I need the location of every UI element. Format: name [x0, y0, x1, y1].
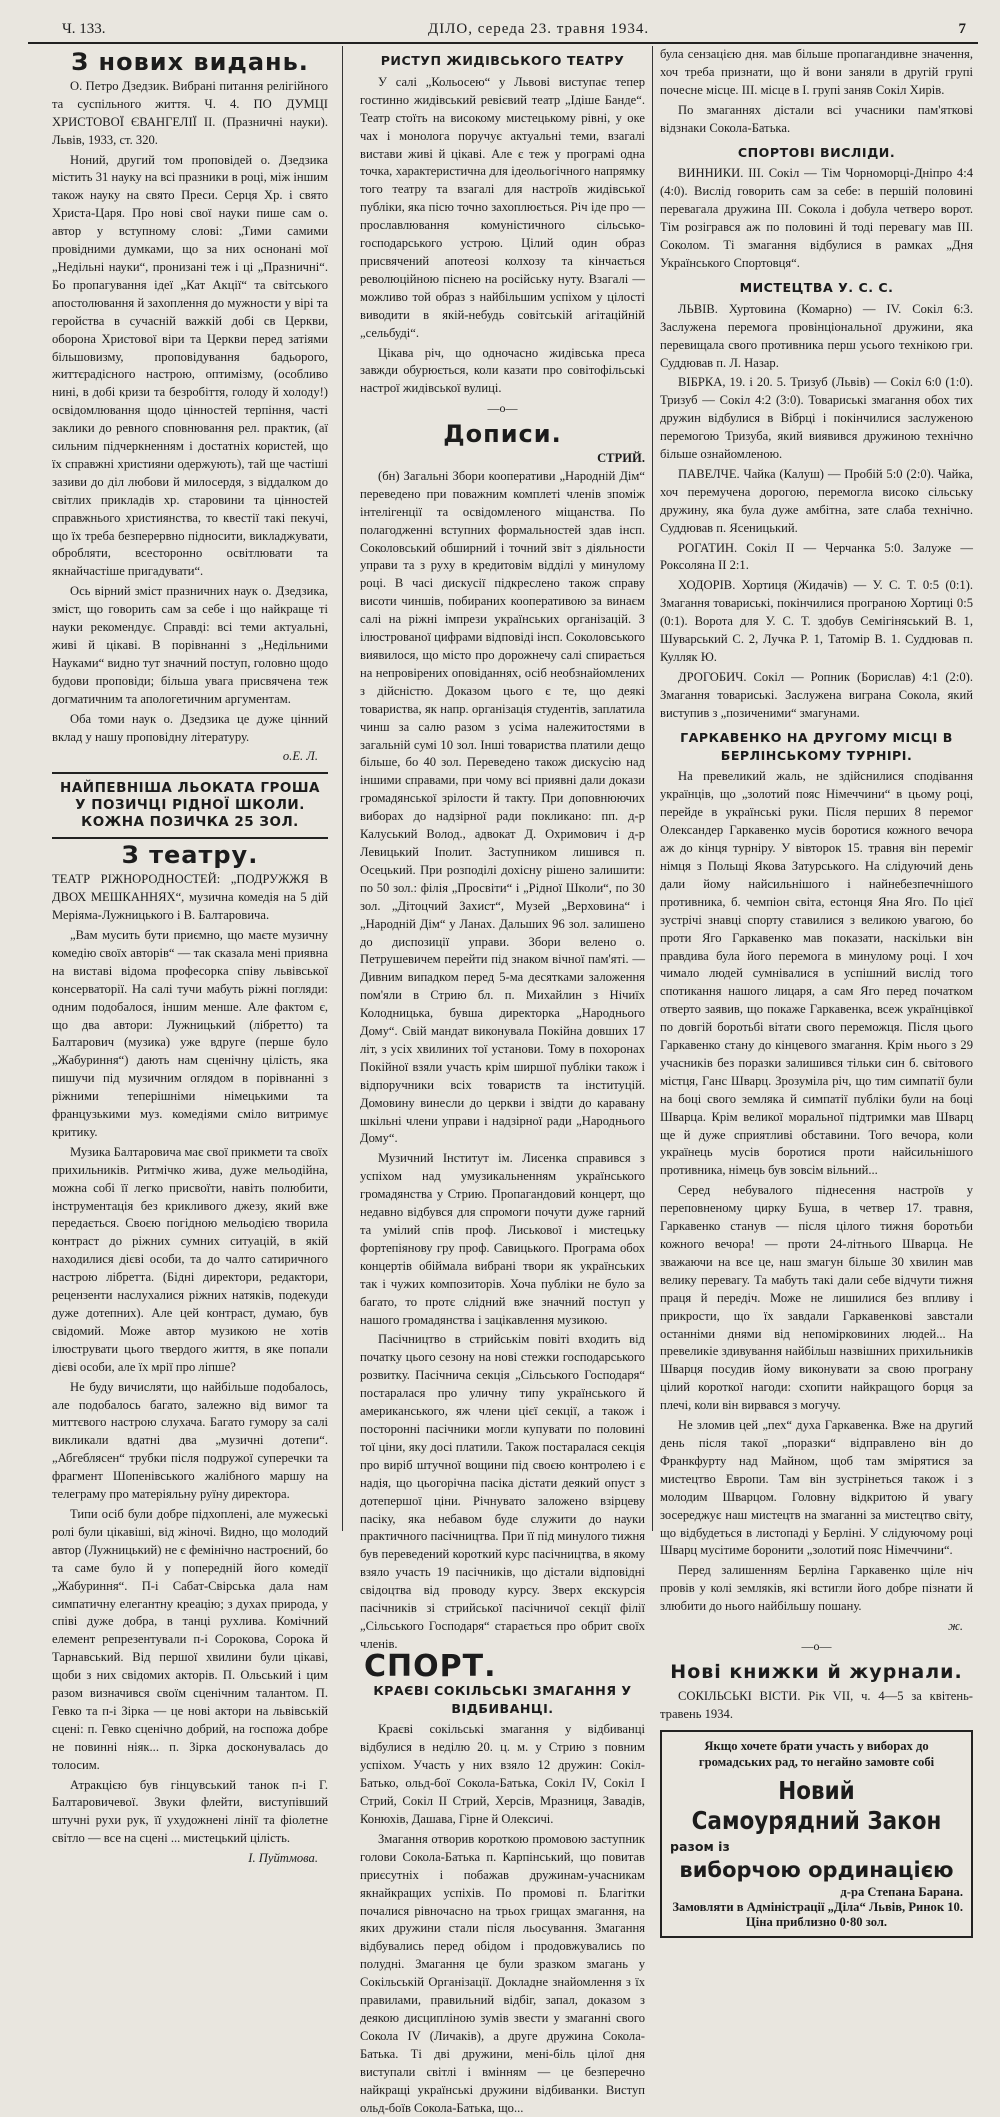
match-result: ДРОГОБИЧ. Сокіл — Ропник (Борислав) 4:1 (2:0). Змагання товариські. Заслужена виграна Сокола, який виступив з „позиченими“ змагунами.	[660, 669, 973, 720]
issue-number: Ч. 133.	[62, 21, 106, 37]
ad-together-with: разом із	[670, 1838, 730, 1854]
garkavenko-paragraph: Перед залишенням Берліна Гаркавенко щіле ніч провів у колі земляків, які встигли його добре пізнати й злюбити до нього найбільшу пошану.	[660, 1563, 973, 1614]
section-heading-new-books: З нових видань.	[71, 48, 309, 76]
ad-order-info: Замовляти в Адміністрації „Діла“ Львів, Ринок 10.	[672, 1900, 963, 1915]
section-heading-new-books-journals: Нові книжки й журнали.	[670, 1660, 963, 1683]
column-3	[660, 46, 973, 1930]
column-divider	[652, 46, 653, 1531]
match-result: ВИННИКИ. III. Сокіл — Тім Чорноморці-Дніпро 4:4 (4:0). Вислід говорить сам за себе: в першій половині перевагала дружина III. Сокола і добула четверо ворот. Тім розігрався аж по половині й тоді перевагу мав III. Соколом. Ті змагання відбулися в рамках „Дня Українського Спортовця“.	[660, 166, 973, 270]
books-entry: СОКІЛЬСЬКІ ВІСТИ. Рік VII, ч. 4—5 за квітень-травень 1934.	[660, 1688, 973, 1721]
correspondence-paragraph: Музичний Інститут ім. Лисенка справився з успіхом над умузикальненням українського громадянства у Стрию. Пропагандовий концерт, що недавно відбувся для спромоги почути дуже гарний та умілий спів проф. Лиськової і мистецьку фортепіянову гру проф. Савицького. Програма обох концертів обіймала вибрані твори як українських так і чужих композиторів. Хоча публіки не було за багато, то протє слідний вже значний поступ у нашого громадянства і зацікавлення музикою.	[360, 1151, 645, 1327]
theatre-review-title: ТЕАТР РІЖНОРОДНОСТЕЙ: „ПОДРУЖЖЯ В ДВОХ МЕШКАННЯХ“, музична комедія на 5 дій Меріяма-Лужницького і В. Балтаровича.	[52, 872, 328, 923]
sport-paragraph: Змагання отворив короткою промовою заступник голови Сокола-Батька п. Карпінський, що повитав приєсутніх і побажав дружинам-учасникам якнайкращих успіхів. По промові п. Благітки почалися рівночасно на трьох грищах змагання, на яких дружини стали після льосування. Змагання відбувались перед обідом і продовжувались по полудні. Змагання це були зразком змагань у Сокільській Організації. Докладне знайомлення з їх правилами, правильний відбіг, запал, доказом з деякою дисципліною зумів звести у змаганні свого Сокола IV (Личаків), а друге дружина Сокола-Батька. Ті дві дружини, мені-біль цілої дня виступали світлі і вмінням — це безперечно найкращі українські дружини відбиванки. Виступ ольд-боїв Сокола-Батька, що...	[360, 1831, 645, 2115]
correspondence-paragraph: Пасічництво в стрийськім повіті входить від початку цього сезону на нові стежки господарського розвитку. Пасічнича секція „Сільського Господаря“ постаралася про уличну типу українського й американського, яж члени цієї секції, а також і посторонні пасічники могли купувати по половині тої ціни, яку досі платили. Також постаралася секція про виріб штучної вощини під своєю контролею і є надія, що цьогорічна пасіка дістати деякий опуст з дотепершої ціни. Річнувато заложено взірцеву пасіку, яка небавом буде служити до науки практичного пасічництва. При її під минулого тижня був переведений короткий курс пасічництва, в якому взяло участь 19 пасічників, що дістали відповідні свідоцтва від проводу курсу. Зверх екскурсія пасічників зі стрийської пасічничої секції філії „Сільського Господаря“ старається про обрит своїх членів.	[360, 1332, 645, 1651]
school-loan-banner: НАЙПЕВНІША ЛЬОКАТА ГРОША У ПОЗИЧЦІ РІДНОЇ ШКОЛИ. КОЖНА ПОЗИЧКА 25 ЗОЛ.	[60, 780, 320, 831]
sport-continuation: була сензацією дня. мав більше пропагандивне значення, хоч треба признати, що й вони заняли в другій групі почесне місце. III. місце в I. групі заняв Сокіл Хирів.	[660, 47, 973, 97]
section-separator-ornament: —o—	[801, 1638, 832, 1653]
garkavenko-signature: ж.	[948, 1619, 963, 1634]
jewish-theatre-paragraph: У салі „Кольосею“ у Львові виступає тепер гостинно жидівський ревієвий театр „Ідіше Банде“. Театр стоїть на високому мистецькому рівні, у оке чах і монолога поручує актуальні теми, взагалі вистави живі й цікаві. Але є теж у програмі одна точка, характеристична для ідеольогічного напрямку того театру та взагалі для настроїв жидівської публіки, яка пісю точно захоплюється. Річ іде про — прославлювання комуністичного сільсько-господарського устрою. Цілий один образ присвячений апотеозі колхозу та кінчається революційною піснею на російську нуту. Взагалі — можливо той образ з найбільшим успіхом у цілості виводити в якій-небудь совітській агітаційній „сельбуді“.	[360, 74, 645, 340]
dateline-place: СТРИЙ.	[597, 451, 645, 466]
page-header	[28, 18, 978, 40]
jewish-theatre-heading: РИСТУП ЖИДІВСЬКОГО ТЕАТРУ	[380, 53, 625, 68]
divider	[52, 837, 328, 839]
match-result: ВІБРКА, 19. і 20. 5. Тризуб (Львів) — Сокіл 6:0 (1:0). Тризуб — Сокіл 4:2 (3:0). Товариські змагання обох тих дружин відбулися в Вібрці і покінчилися заслуженою перемогою Тризуба, який виявився дружиною технічно більше ознайомленою.	[660, 375, 973, 462]
sport-subheading: КРАЄВІ СОКІЛЬСЬКІ ЗМАГАННЯ У ВІДБИВАНЦІ.	[373, 1682, 632, 1716]
masthead-dateline: ДІЛО, середа 23. травня 1934.	[428, 21, 650, 37]
sport-paragraph: По змаганнях дістали всі учасники пам'яткові відзнаки Сокола-Батька.	[660, 102, 973, 135]
theatre-paragraph: Типи осіб були добре підхоплені, але мужеські ролі були цікавіші, від жіночі. Видно, що молодий автор (Лужницький) не є фемінічно настроєний, бо та саме було й у попередній його комедії „Жабуриння“. П-і Сабат-Свірська дала нам симпатичну елегантну креацію; з духах природа, у співі дуже добра, в танці рухлива. Комічний елемент репрезентували п-і Сорокова, Сорока й Тарнавський. Від першої хвилини були цікаві, щоби з них свідомих акторів. П. Ольський і цим разом визначився своїм сценічним талантом. П. Гевко та п-і Зірка — це нові актори на львівській сцені: п. Гевко сценічно добрий, на госпожа добре не повинні ніяк... п. Зірка досконувалась до толосим.	[52, 1506, 328, 1772]
section-heading-correspondence: Дописи.	[443, 420, 562, 449]
match-result: ПАВЕЛЧЕ. Чайка (Калуш) — Пробій 5:0 (2:0). Чайка, хоч перемучена дорогою, перемогла високо сільську дружину, яка була дуже амбітна, зате слаба технічно. Суддював п. Ясеницький.	[660, 466, 973, 535]
review-paragraph: Оба томи наук о. Дзедзика це дуже цінний вклад у нашу проповідну літературу.	[52, 711, 328, 744]
ad-title: Новий Самоурядний Закон	[691, 1775, 942, 1835]
sport-results-heading: СПОРТОВІ ВИСЛІДИ.	[737, 144, 896, 160]
theatre-signature: І. Пуйтмова.	[248, 1851, 318, 1866]
column-divider	[342, 46, 343, 1531]
review-paragraph: Ось вірний зміст празничних наук о. Дзедзика, зміст, що говорить сам за себе і що найкраще ті науки рекомендує. Справді: всі теми актуальні, живі й цікаві. В порівнанні з „Недільними Науками“ видно тут значний поступ, головно щодо будови проповіди; більша увага присвячена теж догматичним та апологетичним аргументам.	[52, 584, 328, 706]
ad-intro: Якщо хочете брати участь у виборах до громадських рад, то негайно замовте собі	[698, 1738, 935, 1769]
sport-paragraph: Краєві сокільські змагання у відбиванці відбулися в неділю 20. ц. м. у Стрию з повним успіхом. Участь у них взяло 12 дружин: Сокіл-Батько, ольд-бої Сокола-Батька, Сокіл IV, Сокіл I Стрий, Сокіл II Стрий, Херсів, Мразниця, Завадів, Конюхів, Дашава, Гірне й Олексичі.	[360, 1722, 645, 1826]
ad-subtitle: виборчою ординацією	[679, 1858, 954, 1883]
theatre-paragraph: „Вам мусить бути приємно, що маєте музичну комедію своїх авторів“ — так сказала мені приявна на виставі відома професорка співу львівської консерваторії. На салі тучи мабуть ріжні погляди: одним подобалося, іншим менше. Але фактом є, що два автори: Лужницький (лібретто) та Балтарович (музика) уже вдруге (перше було „Жабуриння“) дають нам сценічну цілість, яка пишучи під музичним оглядом в порівнанні з ріжними теперішніми німецькими та французькими муз. комедіями сміло витримує критику.	[52, 927, 328, 1139]
match-result: ХОДОРІВ. Хортиця (Жидачів) — У. С. Т. 0:5 (0:1). Змагання товариські, покінчилися програною Хортиці 0:5 (0:1). Ворота для У. С. Т. здобув Семігіняський В. 1, Шуварський С. 2, Лучка Р. 1, Татомір В. 1. Суддював п. Кулляк Ю.	[660, 578, 973, 664]
garkavenko-paragraph: Серед небувалого піднесення настроїв у переповненому цирку Буша, в четвер 17. травня, Гаркавенко станув — після цілого тижня боротьби кожного вечора! — проти 24-літнього Шварца. Не зважаючи на все це, наш змагун більше 30 хвилин мав велику перевагу. Та мабуть такі дали себе відчути тижня праця й передіч. Може не лишилися без впливу і прикрости, що їх завдали Гаркавенкові завстали останніми днями від непомірковиних людей... На превеликіе здивування найбільш назвішних прихильників Шварця посудив йому виконувати за свою програну цілий короткої нагоди: схопити найкращого борця за плечі, коли він вирвався з могучу.	[660, 1183, 973, 1413]
column-2	[360, 46, 645, 2115]
section-heading-sport: СПОРТ.	[364, 1648, 497, 1684]
correspondence-paragraph: (бн) Загальні Збори кооперативи „Народній Дім“ переведено при поважним комплеті членів зпоміж інтелігенції та освідомленого міщанства. По полагодженні вступних формальностей здав інсп. Соколовський обширний і точний звіт з діяльности управи та з руху в кредитовім відділі у минулому році. В часі дискусії підкреслено також справу висоти чиншів, побираних кооперативою за винаєм салі на ріжні імпрези українських організацій. З ілюстрованої цифрами відповіді інсп. Соколовського виявилося, що місто про дорожнечу салі спирається на непровірених оповіданнях, осіб необзнайомлених з дійсністю. Доказом цього є те, що деякі товариства, як напр. організація студентів, заплатила чинш за салю разом з усіма належитостями в загальній сумі 10 зол. Інші товариства платили дещо більше, бо 40 зол. Переведено також дискусію над іншими справами, при чому всі приявні дали докази громадянської зрілости й такту. При доповнюючих виборах до надзірної ради покликано: пп. д-р Калуський Волод., адвокат Д. Охримович і д-р Левицький Іполит. Заступником лишився п. Осецький. При розподілі дохісну рішено залишити: по 50 зол.: філія „Просвіти“ і „Рідної Школи“, по 30 зол. „Дітоцчий Захист“, Музей „Верховина“ і „Народній Дім“ у Ланах. Дальших 96 зол. залишено до диспозиції управи. Збори велено о. Петрушевичем перейти під знаком вічної пам'яті. — Дивним випадком перед 5-ма десятками заложення пом'яли в Стрию бл. п. Михайлин з Нічиїх Колодницька, бувша директорка „Народнього Дому“. Свій мандат виконувала Покійна довших 17 літ, з усіх хвилиних тої установи. Тому в похоронах Покійної взяли участь крім ширшої публіки також і відпоручники всіх товариств та інституцій. Домовину винесли до церкви і звідти до каравану шкільні члени управи і надзірної ради „Народнього Дому“.	[360, 468, 645, 1146]
section-heading-theatre: З театру.	[121, 841, 259, 870]
page-number: 7	[958, 21, 966, 37]
review-signature: о.Е. Л.	[282, 749, 318, 764]
theatre-paragraph: Не буду вичисляти, що найбільше подобалось, але подобалось багато, залежно від вимог та миттєвого настрою слухача. Багато гумору за салі викликали вдатні два „музичні дотепи“. „Абгеблясен“ трубки після подружої суперечки та фрагмент Шопенівського жалібного маршу на телеграму про матеріяльну руїну директора.	[52, 1379, 328, 1502]
divider	[52, 772, 328, 774]
theatre-paragraph: Атракцією був гінцувський танок п-і Г. Балтаровичевої. Звуки флейти, виступівший штучні рухи рук, її ухудожнені лінії та фіолетне світло — все на сцені ... мистецький цілість.	[52, 1777, 328, 1846]
column-1	[52, 46, 328, 1866]
match-result: РОГАТИН. Сокіл II — Черчанка 5:0. Залуже — Роксоляна II 2:1.	[660, 540, 973, 573]
ad-price: Ціна приблизно 0·80 зол.	[745, 1915, 888, 1930]
review-paragraph: Ноний, другий том проповідей о. Дзедзика містить 31 науку на всі празники в році, між іншим також науку на свято Преси. Серця Хр. і свято Христа-Царя. Про нові свої науки пише сам о. автор у вступному слові: „Тими самими провідними думками, що за них оснонані мої „Недільні науки“, пронизані теж і ці „Празничні“. Бо пропагування ідеї „Кат Акції“ та світського апостолювання й захоплення до мужности у вірі та геройства в сучасній важкій добі св Церкви, оборона Христової віри та Церкви перед затіями більшовизму, проповідування бадьорого, життєрадісного настрою, оптимізму, (особливо нині, в добі кризи та безробіття, голоду й холоду!) освідомлювання щодо цінностей терпіння, часті заклики до ревного сповнювання рел. практик, (аї сильним підчеркненням і достатніх користей, що їх справжні християни одержують), тай ще частіші зазиви до діл любови й милосердя, з віддалком до світлих прикладів хр. старовини та цінностей справжнього християнства, то квестії такі пекучі, що їх треба безперервно підносити, викладжувати, обробляти, всесторонно освітлювати та якнайчастіше пригадувати“.	[52, 152, 328, 579]
match-result: ЛЬВІВ. Хуртовина (Комарно) — IV. Сокіл 6:3. Заслужена перемога провінціональної дружини, яка перевищала свого противника перш усього технікою гри. Суддював п. Л. Назар.	[660, 301, 973, 370]
jewish-theatre-paragraph: Цікава річ, що одночасно жидівська преса завжди обурюється, коли казати про совітофільські настрої жидівської вулиці.	[360, 345, 645, 396]
usc-championship-heading: МИСТЕЦТВА У. С. С.	[739, 279, 894, 295]
header-rule	[28, 42, 978, 44]
ad-author: д-ра Степана Барана.	[840, 1885, 963, 1900]
garkavenko-paragraph: Не зломив цей „пех“ духа Гаркавенка. Вже на другий день після такої „поразки“ відправлено він до Франкфурту над Майном, щоб там змірятися за мистецтво Европи. Там він зустрінеться також і з молодим Шварцом. Головну відкритою й увагу зосереджує наш мистецтв на змаганні за мистецтво світу, що відбудеться в листопаді у Берліні. У слідуючому році Шварц мусітиме боронити „золотий пояс Німеччини“.	[660, 1418, 973, 1558]
garkavenko-heading: ГАРКАВЕНКО НА ДРУГОМУ МІСЦІ В БЕРЛІНСЬКОМУ ТУРНІРІ.	[680, 729, 953, 763]
theatre-paragraph: Музика Балтаровича має свої прикмети та своїх прихильників. Ритмічко жива, дуже мельодійна, можна собі її легко присвоїти, навіть полюбити, інструментація без крикливого джезу, який вже передається. Своєю погідною мельодією творила контраст до ріжних сумних ситуацій, в якій находилися дієві особи, та до чалто сатиричного настрою лібретта. (Бідні директори, редактори, рецензенти наслухалися ріжних натяків, подекуди дуже дотепних). Але цей контраст, думаю, був свідомий. Може автор музикою не хотів ілюструвати цього твердого життя, в яке попали дієві особи, але їх мрії про ліпше?	[52, 1144, 328, 1374]
advertisement-box	[660, 1730, 973, 1939]
review-citation: О. Петро Дзедзик. Вибрані питання релігійного та суспільного життя. Ч. 4. ПО ДУМЦІ ХРИСТОВОЇ ЄВАНГЕЛІЇ II. (Празничні науки). Львів, 1933, ст. 320.	[52, 78, 328, 147]
garkavenko-paragraph: На превеликий жаль, не здійснилися сподівання українців, що „золотий пояс Німеччини“ в цьому році, перейде в українські руки. Після перших 8 перемог Олександер Гаркавенко мусів боротися кожного вечора аж до кінця турніру. У вівторок 15. травня він переміг німця з Польщі Якова Затурського. На слідуючий день дали йому найсильнішого і найнебезпечнішого противника, б. чемпіон світа, естонця Яна Яго. По цієї зустрічі знавці спорту ставилися з великою увагою, бо проти Яго Гаркавенко мав показати, наскільки він правдива була його перемога в минулому році. І хоч чимало людей сумнівалися в успішний вислід того спотикання нашого лицаря, а сам Яго перед початком отверто заявив, що покаже Гаркавенка, всеж українцівкої по довгій боротьбі вітати свого переможця. Після цього Гаркавенко стану до кінцевого змагання. Крім нього з 29 учасників без поразки залишився тільки син б. світового містця, Ганс Шварц. Зрозуміла річ, що тим симпатії були на боці свого земляка й симпатії публіки були на боці Шварца. Крім великої моральної підтримки мав Шварц ще й дуже сприятливі обставини. Того вечора, коли українець мусів боротися проти найсильнішого противника, німець був зовсім вільний...	[660, 769, 973, 1178]
section-separator-ornament: —o—	[487, 401, 518, 416]
